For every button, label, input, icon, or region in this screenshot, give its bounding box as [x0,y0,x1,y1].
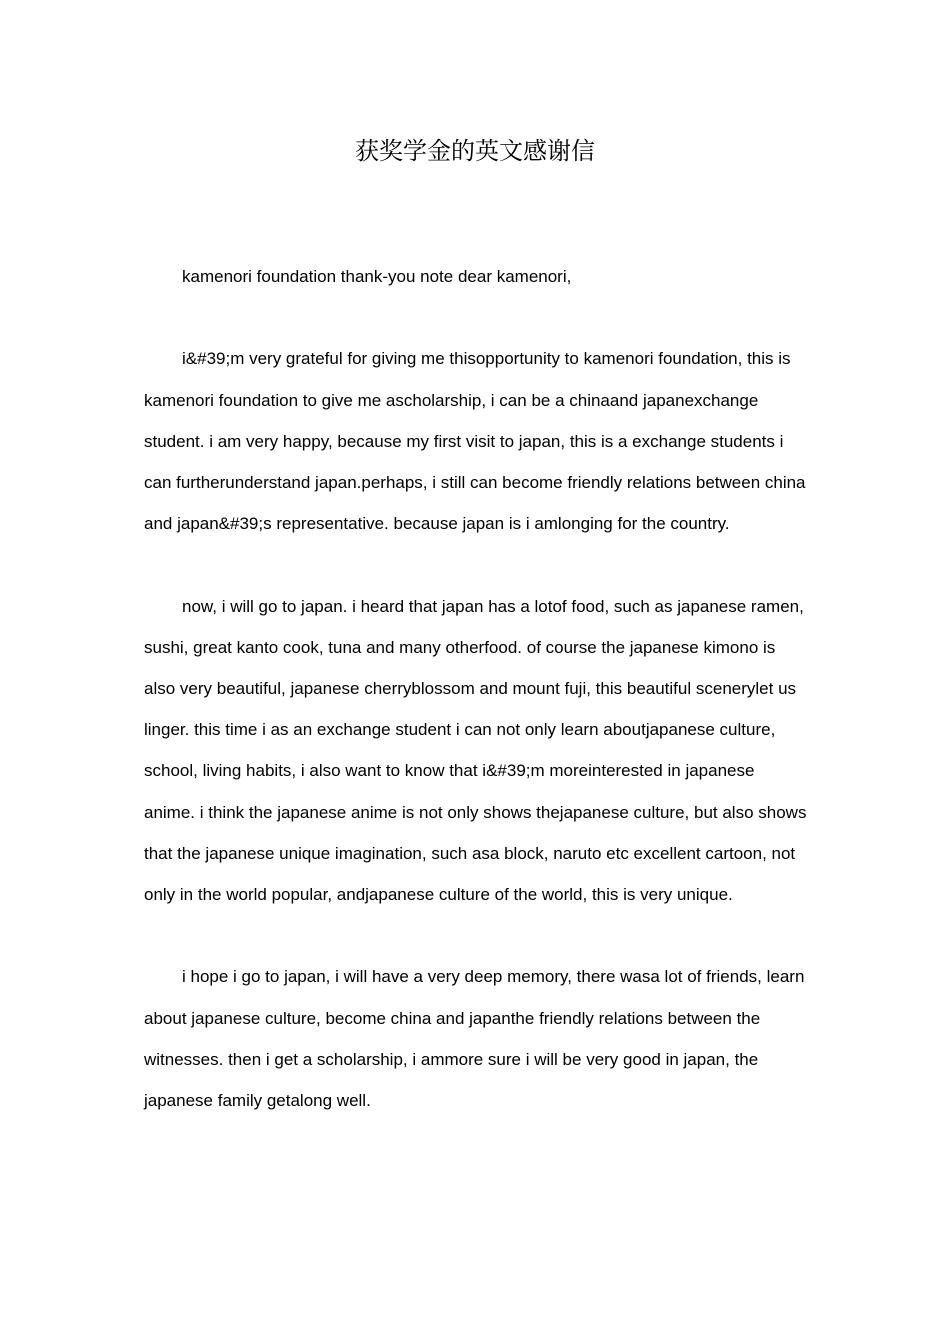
paragraph-salutation: kamenori foundation thank-you note dear kamenori, [182,267,572,286]
document-title: 获奖学金的英文感谢信 [355,137,595,165]
document-body [144,256,809,1162]
paragraph-closing: i hope i go to japan, i will have a very deep memory, there wasa lot of friends, learn about japanese culture, become china and japanthe friendly relations between the witnesses. then i get a scholarship, i ammore sure i will be very good in japan, the japanese family getalong well. [144,967,805,1111]
paragraph-gratitude: i&#39;m very grateful for giving me thisopportunity to kamenori foundation, this is kamenori foundation to give me ascholarship, i can be a chinaand japanexchange student. i am very happy, because my first visit to japan, this is a exchange students i can furtherunderstand japan.perhaps, i still can become friendly relations between china and japan&#39;s representative. because japan is i amlonging for the country. [144,349,806,534]
paragraph-japan-plans: now, i will go to japan. i heard that japan has a lotof food, such as japanese ramen, sushi, great kanto cook, tuna and many otherfood. of course the japanese kimono is also very beautiful, japanese cherryblossom and mount fuji, this beautiful scenerylet us linger. this time i as an exchange student i can not only learn aboutjapanese culture, school, living habits, i also want to know that i&#39;m moreinterested in japanese anime. i think the japanese anime is not only shows thejapanese culture, but also shows that the japanese unique imagination, such asa block, naruto etc excellent cartoon, not only in the world popular, andjapanese culture of the world, this is very unique. [144,596,807,905]
